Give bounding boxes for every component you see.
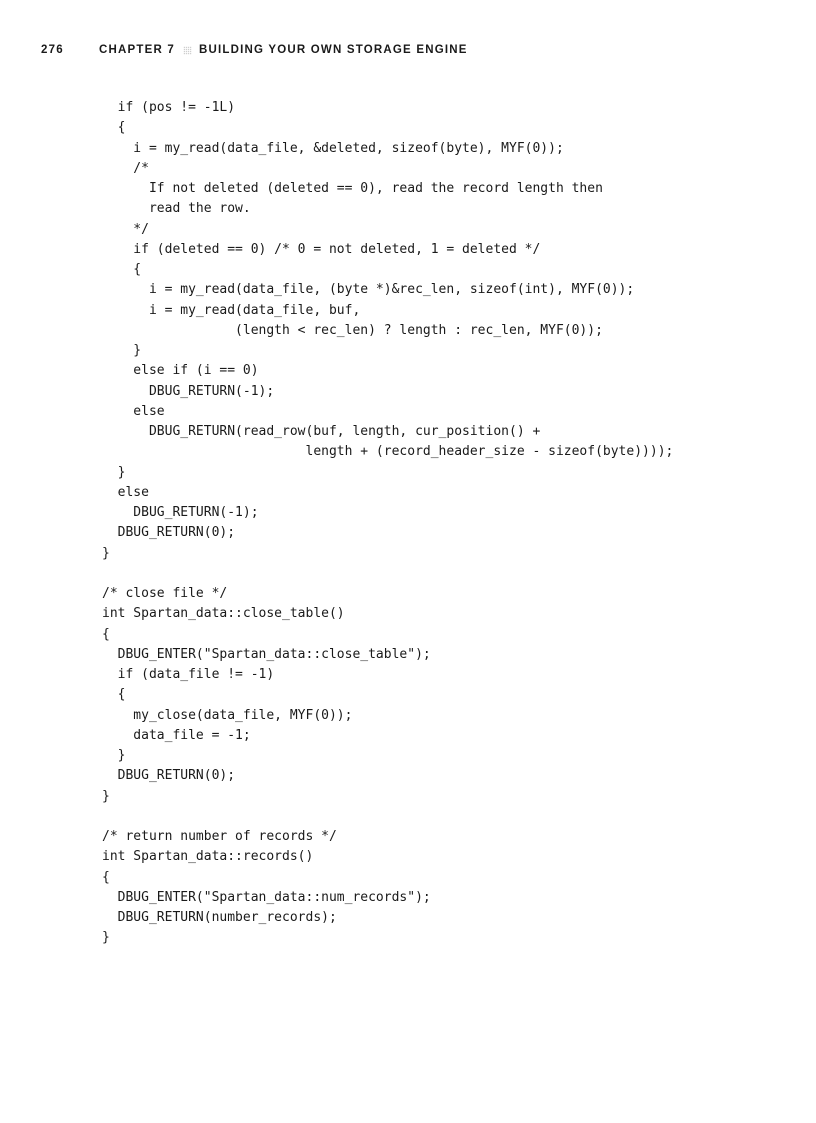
code-line: else if (i == 0) [102, 363, 259, 379]
code-line: if (pos != -1L) [102, 100, 236, 115]
code-line: length + (record_header_size - sizeof(byte)))); [102, 444, 674, 460]
code-line: DBUG_RETURN(read_row(buf, length, cur_position() + [102, 424, 541, 439]
code-line: { [102, 626, 110, 642]
code-line: else [102, 403, 165, 419]
header-separator-icon [183, 46, 192, 55]
code-line [102, 564, 673, 584]
chapter-label: CHAPTER 7 [99, 44, 175, 56]
code-line: { [102, 687, 126, 703]
code-line [102, 807, 673, 827]
code-line: } [102, 748, 126, 763]
code-line: i = my_read(data_file, (byte *)&rec_len, sizeof(int), MYF(0)); [102, 282, 635, 298]
code-line: */ [102, 221, 149, 237]
code-line: DBUG_RETURN(0); [102, 525, 236, 541]
code-line: i = my_read(data_file, buf, [102, 302, 361, 318]
code-line: } [102, 930, 110, 946]
code-line: int Spartan_data::close_table() [102, 606, 345, 622]
code-line: } [102, 545, 110, 561]
code-line: /* close file */ [102, 586, 228, 601]
code-line: my_close(data_file, MYF(0)); [102, 707, 353, 723]
code-line: /* return number of records */ [102, 829, 337, 844]
code-line: { [102, 869, 110, 885]
running-header [41, 42, 468, 58]
code-line: { [102, 120, 126, 136]
code-line: data_file = -1; [102, 727, 251, 743]
code-line: } [102, 464, 126, 480]
code-line: } [102, 343, 142, 358]
code-line: i = my_read(data_file, &deleted, sizeof(byte), MYF(0)); [102, 140, 564, 156]
code-line: } [102, 788, 110, 804]
code-line: if (data_file != -1) [102, 667, 275, 682]
code-listing [102, 98, 673, 949]
code-line: { [102, 262, 142, 277]
code-line: int Spartan_data::records() [102, 849, 314, 865]
code-line: else [102, 484, 149, 500]
code-line: DBUG_RETURN(-1); [102, 383, 275, 399]
chapter-title: BUILDING YOUR OWN STORAGE ENGINE [198, 44, 468, 56]
code-line: DBUG_RETURN(number_records); [102, 910, 337, 925]
code-line: DBUG_RETURN(0); [102, 768, 236, 784]
code-line: If not deleted (deleted == 0), read the record length then [102, 181, 603, 196]
code-line: DBUG_ENTER("Spartan_data::close_table"); [102, 646, 431, 662]
code-line: DBUG_ENTER("Spartan_data::num_records"); [102, 889, 431, 905]
code-line: if (deleted == 0) /* 0 = not deleted, 1 = deleted */ [102, 241, 541, 257]
code-line: DBUG_RETURN(-1); [102, 505, 259, 520]
page-number: 276 [41, 44, 64, 56]
code-line: read the row. [102, 201, 251, 217]
code-line: /* [102, 160, 149, 176]
code-line: (length < rec_len) ? length : rec_len, MYF(0)); [102, 322, 603, 338]
